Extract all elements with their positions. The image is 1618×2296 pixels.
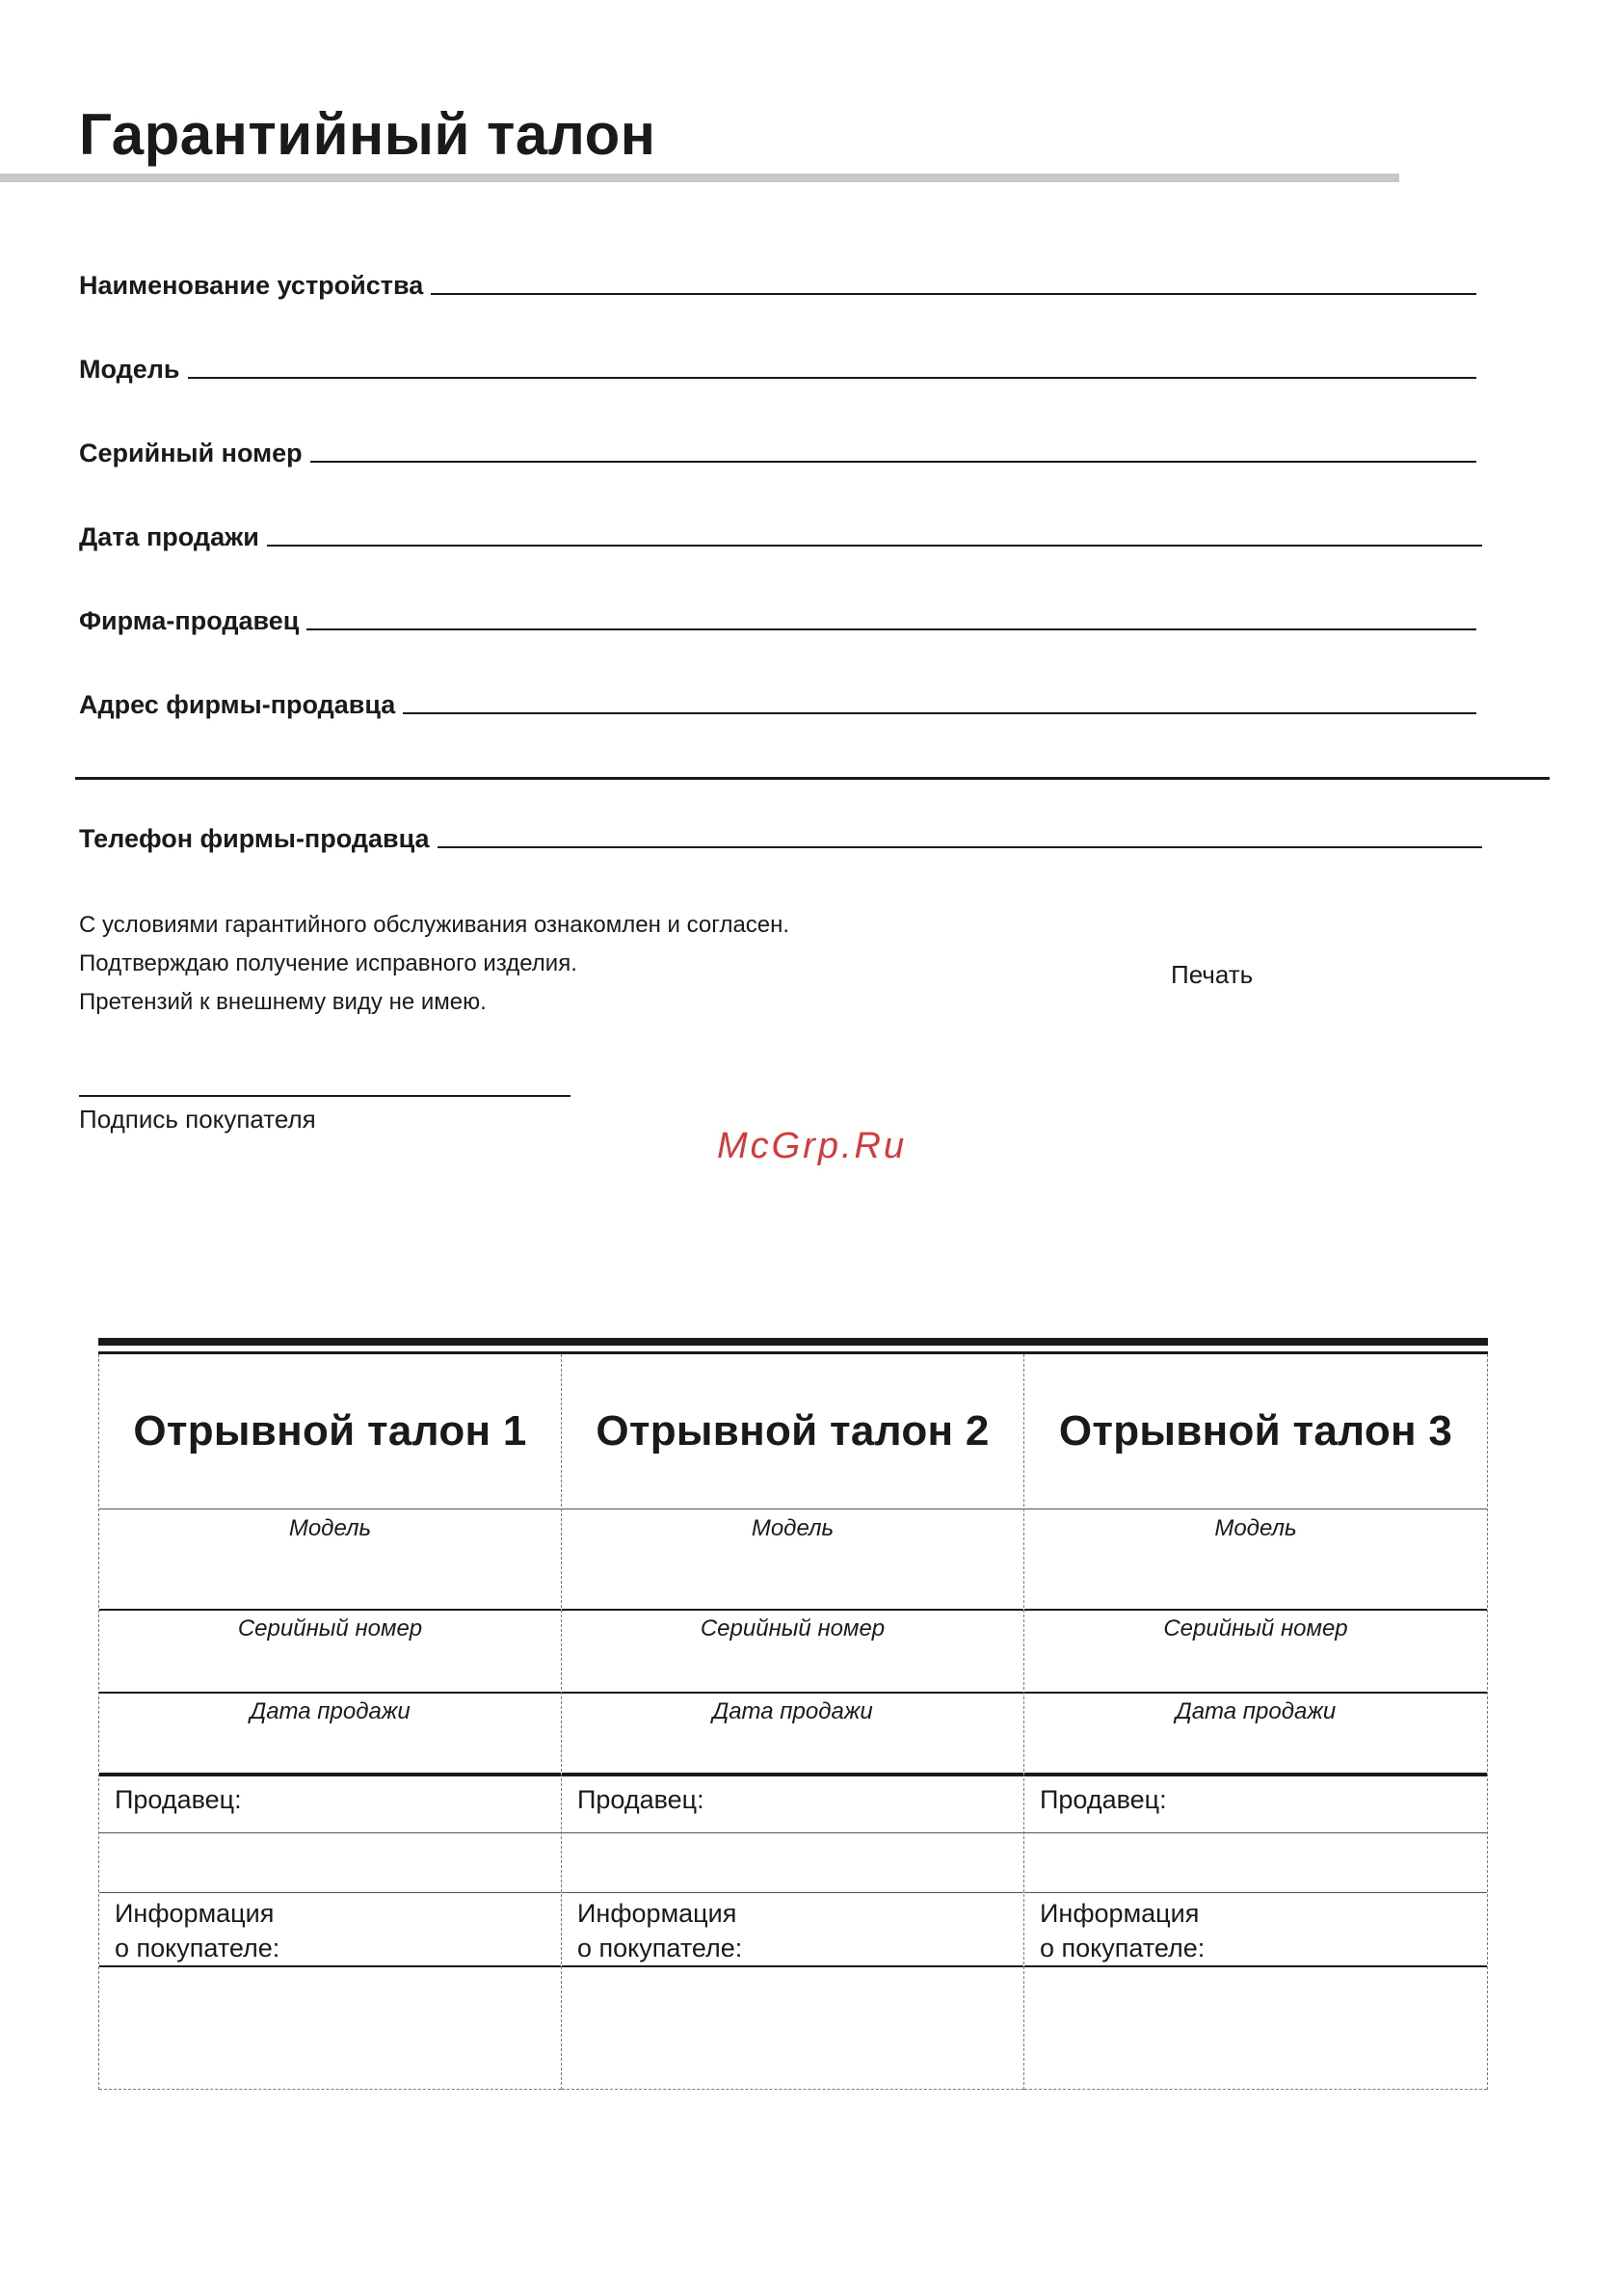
fill-line[interactable] [438,845,1482,848]
coupon-serial-label: Серийный номер [237,1615,423,1642]
page-title: Гарантийный талон [79,102,656,167]
divider [562,1892,1023,1893]
coupon-buyer-label-2: о покупателе: [115,1934,280,1962]
coupon-buyer-blank[interactable] [1024,1967,1487,2089]
field-label: Наименование устройства [79,271,424,300]
coupon-serial-field[interactable] [562,1609,1023,1692]
coupon-model-field[interactable] [562,1508,1023,1609]
coupon-1 [98,1354,561,2090]
tear-off-coupons [98,1338,1488,2090]
field-seller-address[interactable] [79,681,1476,720]
stamp-label: Печать [1171,960,1254,989]
coupon-model-label: Модель [288,1515,372,1541]
coupon-date-label: Дата продажи [712,1698,873,1724]
coupon-buyer-label-1: Информация [1040,1899,1200,1928]
coupon-buyer-blank[interactable] [99,1967,561,2089]
watermark: McGrp.Ru [717,1126,908,1166]
coupon-serial-field[interactable] [1024,1609,1487,1692]
field-seller-company[interactable] [79,598,1476,636]
coupon-serial-label: Серийный номер [700,1615,886,1642]
coupon-seller-label: Продавец: [577,1785,704,1814]
coupon-serial-label: Серийный номер [1163,1615,1348,1642]
coupon-seller-blank[interactable] [99,1832,561,1892]
coupon-date-label: Дата продажи [1175,1698,1337,1724]
coupon-title: Отрывной талон 1 [133,1407,527,1455]
coupon-seller-field[interactable] [99,1776,561,1832]
consent-line: Подтверждаю получение исправного изделия. [79,950,577,976]
cut-line [1024,2089,1487,2090]
coupon-buyer-field [562,1894,1023,1965]
coupon-model-field[interactable] [1024,1508,1487,1609]
coupon-date-field[interactable] [99,1692,561,1775]
coupon-seller-blank[interactable] [562,1832,1023,1892]
coupon-seller-field[interactable] [1024,1776,1487,1832]
consent-text [79,906,789,1022]
consent-line: Претензий к внешнему виду не имею. [79,989,487,1015]
coupon-serial-field[interactable] [99,1609,561,1692]
field-serial-number[interactable] [79,430,1476,468]
coupon-seller-field[interactable] [562,1776,1023,1832]
field-label: Модель [79,355,180,384]
coupon-date-field[interactable] [562,1692,1023,1775]
divider [99,1892,561,1893]
fill-line[interactable] [306,627,1476,630]
coupon-buyer-label-2: о покупателе: [577,1934,743,1962]
fill-line[interactable] [310,460,1476,463]
cut-line [562,2089,1023,2090]
fill-line[interactable] [188,376,1476,379]
coupon-title: Отрывной талон 3 [1058,1407,1453,1455]
coupon-seller-label: Продавец: [1040,1785,1167,1814]
title-underline [0,174,1399,182]
divider [1024,1892,1487,1893]
field-device-name[interactable] [79,262,1476,301]
field-sale-date[interactable] [79,514,1482,552]
fill-line[interactable] [267,544,1482,547]
field-label: Дата продажи [79,522,259,551]
coupon-2 [561,1354,1023,2090]
coupon-3 [1023,1354,1488,2090]
fill-line[interactable] [403,711,1476,714]
coupon-buyer-field [99,1894,561,1965]
coupon-buyer-field [1024,1894,1487,1965]
coupon-buyer-label-1: Информация [577,1899,737,1928]
field-label: Серийный номер [79,439,303,467]
coupon-buyer-blank[interactable] [562,1967,1023,2089]
coupon-seller-label: Продавец: [115,1785,242,1814]
field-label: Телефон фирмы-продавца [79,824,430,853]
cut-line [99,2089,561,2090]
field-model[interactable] [79,346,1476,385]
coupon-date-label: Дата продажи [250,1698,411,1724]
coupon-model-field[interactable] [99,1508,561,1609]
coupons-top-rule [98,1338,1488,1346]
signature-line[interactable] [79,1095,570,1097]
field-label: Фирма-продавец [79,606,300,635]
consent-line: С условиями гарантийного обслуживания ознакомлен и согласен. [79,912,790,938]
field-seller-phone[interactable] [79,815,1482,854]
coupon-seller-blank[interactable] [1024,1832,1487,1892]
coupon-date-field[interactable] [1024,1692,1487,1775]
field-label: Адрес фирмы-продавца [79,690,396,719]
coupon-model-label: Модель [1214,1515,1297,1541]
signature-label: Подпись покупателя [79,1105,316,1134]
coupon-buyer-label-2: о покупателе: [1040,1934,1206,1962]
coupon-title: Отрывной талон 2 [596,1407,990,1455]
address-continuation-line[interactable] [75,777,1550,780]
fill-line[interactable] [431,292,1476,295]
coupon-buyer-label-1: Информация [115,1899,275,1928]
coupon-model-label: Модель [751,1515,835,1541]
